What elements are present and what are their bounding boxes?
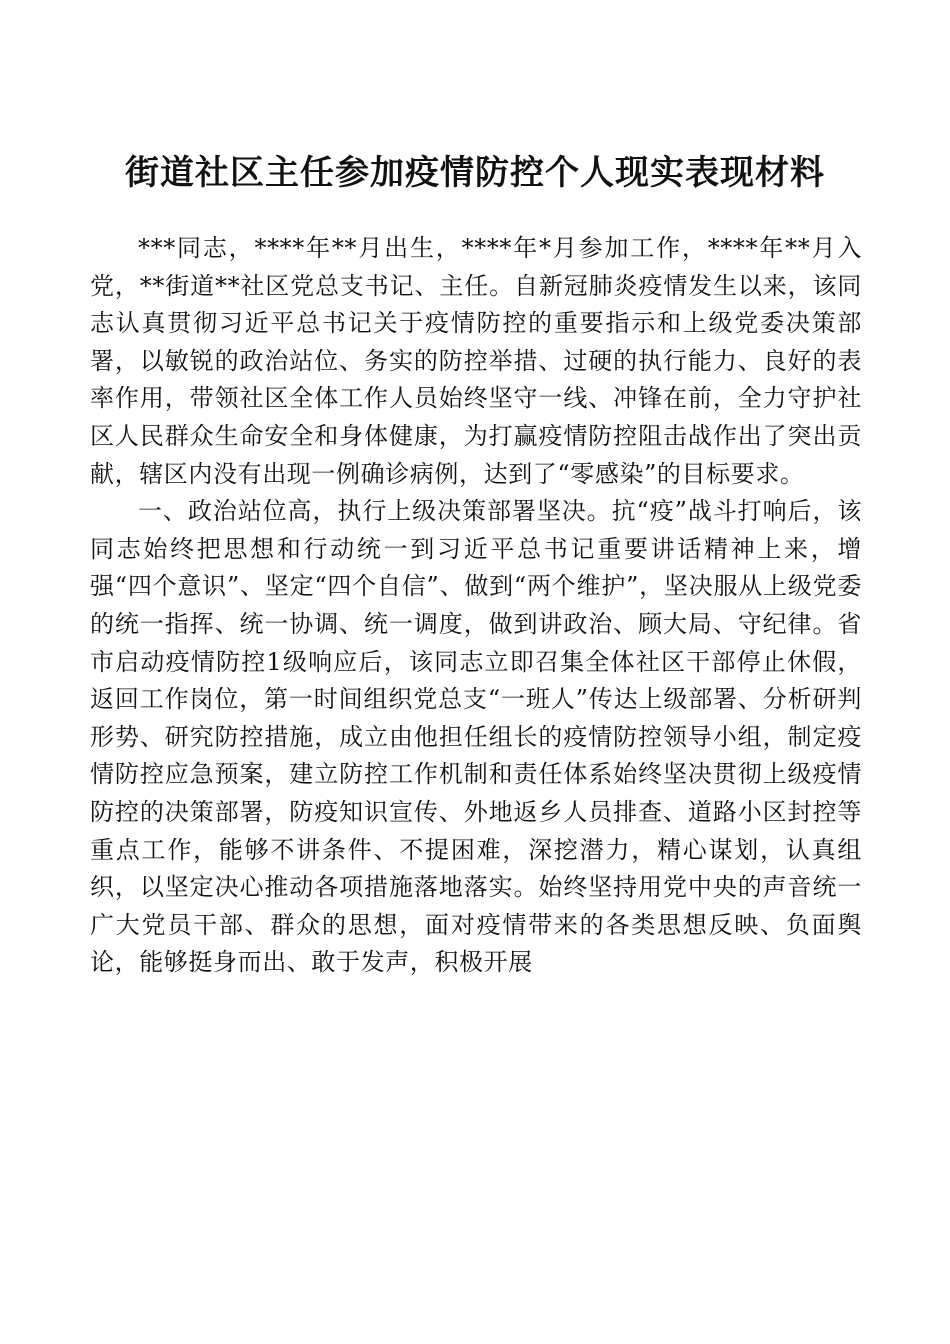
section-one-paragraph: 一、政治站位高，执行上级决策部署坚决。抗“疫”战斗打响后，该同志始终把思想和行动统一到习近平总书记重要讲话精神上来，增强“四个意识”、坚定“四个自信”、做到“两个维护”，坚决服从上级党委的统一指挥、统一协调、统一调度，做到讲政治、顾大局、守纪律。省市启动疫情防控1级响应后，该同志立即召集全体社区干部停止休假，返回工作岗位，第一时间组织党总支“一班人”传达上级部署、分析研判形势、研究防控措施，成立由他担任组长的疫情防控领导小组，制定疫情防控应急预案，建立防控工作机制和责任体系始终坚决贯彻上级疫情防控的决策部署，防疫知识宣传、外地返乡人员排查、道路小区封控等重点工作，能够不讲条件、不提困难，深挖潜力，精心谋划，认真组织，以坚定决心推动各项措施落地落实。始终坚持用党中央的声音统一广大党员干部、群众的思想，面对疫情带来的各类思想反映、负面舆论，能够挺身而出、敢于发声，积极开展 (90, 497, 862, 977)
document-title: 街道社区主任参加疫情防控个人现实表现材料 (125, 153, 825, 193)
document-body (90, 230, 862, 982)
intro-paragraph: ***同志，****年**月出生，****年*月参加工作，****年**月入党，**街道**社区党总支书记、主任。自新冠肺炎疫情发生以来，该同志认真贯彻习近平总书记关于疫情防控的重要指示和上级党委决策部署，以敏锐的政治站位、务实的防控举措、过硬的执行能力、良好的表率作用，带领社区全体工作人员始终坚守一线、冲锋在前，全力守护社区人民群众生命安全和身体健康，为打赢疫情防控阻击战作出了突出贡献，辖区内没有出现一例确诊病例，达到了“零感染”的目标要求。 (90, 234, 862, 488)
